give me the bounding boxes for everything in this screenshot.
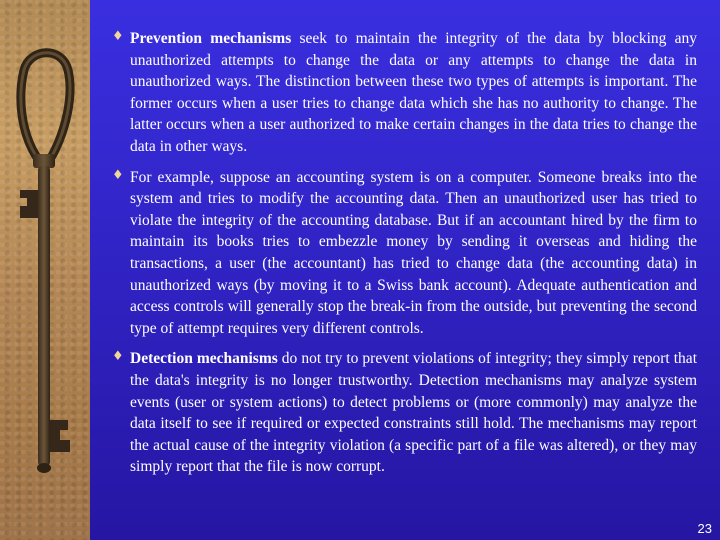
page-number: 23 bbox=[697, 521, 712, 536]
bullet-item bbox=[112, 167, 697, 340]
bold-term: Prevention mechanisms bbox=[130, 30, 292, 47]
bullet-paragraph bbox=[130, 28, 697, 158]
old-key-icon bbox=[0, 0, 90, 540]
diamond-bullet-icon: ♦ bbox=[112, 167, 124, 183]
bullet-paragraph bbox=[130, 167, 697, 340]
paragraph-text: For example, suppose an accounting system is on a computer. Someone breaks into the system and tries to modify the accounting data. Then an unauthorized user has tried to violate the integrity of the accounting database. But if an accountant hired by the firm to maintain its books tries to embezzle money by sending it overseas and hiding the transactions, a user (the accountant) has tried to change data (the accounting data) in unauthorized ways (by moving it to a Swiss bank account). Adequate authentication and access controls will generally stop the break-in from the outside, but preventing the second type of attempt requires very different controls. bbox=[130, 168, 697, 337]
bullet-item bbox=[112, 348, 697, 478]
bullet-item bbox=[112, 28, 697, 158]
diamond-bullet-icon: ♦ bbox=[112, 349, 124, 365]
diamond-bullet-icon: ♦ bbox=[112, 29, 124, 44]
bullet-paragraph bbox=[130, 348, 697, 478]
slide-body bbox=[112, 28, 697, 487]
sidebar-texture bbox=[0, 0, 90, 540]
paragraph-text: do not try to prevent violations of integrity; they simply report that the data's integrity is no longer trustworthy. Detection mechanisms may analyze system events (user or system actions) to detect problems or (more commonly) may analyze the data itself to see if required or expected constraints still hold. The mechanisms may report the actual cause of the integrity violation (a specific part of a file was altered), or they may simply report that the file is now corrupt. bbox=[130, 350, 697, 476]
bold-term: Detection mechanisms bbox=[130, 350, 278, 368]
paragraph-text: seek to maintain the integrity of the data by blocking any unauthorized attempts to change the data or any attempts to change the data in unauthorized ways. The distinction between these two types of attempts is important. The former occurs when a user tries to change data which she has no authority to change. The latter occurs when a user authorized to make certain changes in the data tries to change the data in other ways. bbox=[130, 30, 697, 155]
